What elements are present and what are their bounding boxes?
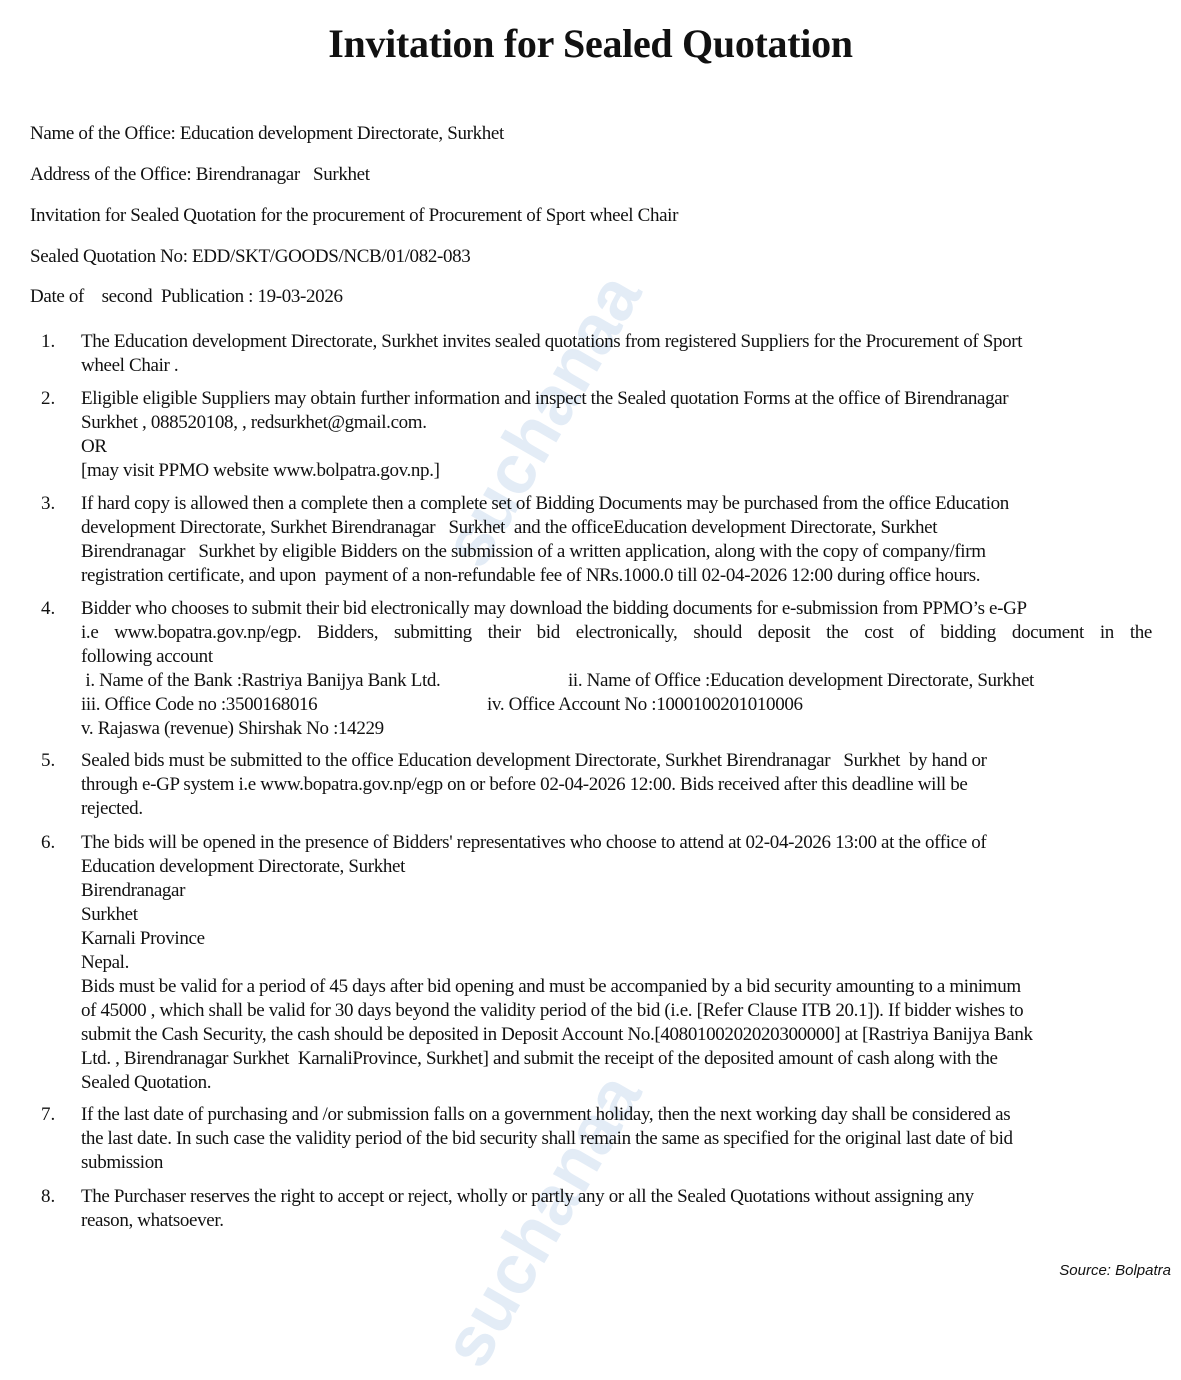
account-acct: iv. Office Account No :1000100201010006 <box>487 694 803 715</box>
text-line: through e-GP system i.e www.bopatra.gov.np/egp on or before 02-04-2026 12:00. Bids received after this deadline will be <box>81 774 968 795</box>
item-text <box>81 749 1152 821</box>
office-name: Name of the Office: Education development Directorate, Surkhet <box>30 123 504 144</box>
account-row <box>81 669 1152 693</box>
text-line: Ltd. , Birendranagar Surkhet KarnaliProvince, Surkhet] and submit the receipt of the deposited amount of cash along with the <box>81 1048 998 1069</box>
text-line: Surkhet <box>81 904 138 925</box>
text-line: Education development Directorate, Surkhet <box>81 856 406 877</box>
item-text <box>81 1103 1152 1175</box>
source-credit: Source: Bolpatra <box>1059 1262 1171 1279</box>
text-line: Bids must be valid for a period of 45 days after bid opening and must be accompanied by a bid security amounting to a minimum <box>81 976 1021 997</box>
office-address: Address of the Office: Birendranagar Surkhet <box>30 164 370 185</box>
text-line: development Directorate, Surkhet Birendranagar Surkhet and the officeEducation development Directorate, Surkhet <box>81 517 938 538</box>
account-rajaswa: v. Rajaswa (revenue) Shirshak No :14229 <box>81 718 384 739</box>
text-line: Sealed bids must be submitted to the office Education development Directorate, Surkhet Birendranagar Surkhet by hand or <box>81 750 987 771</box>
text-line: Karnali Province <box>81 928 205 949</box>
account-office: ii. Name of Office :Education development Directorate, Surkhet <box>568 670 1034 691</box>
item-number: 3. <box>41 493 56 514</box>
item-text <box>81 330 1152 378</box>
account-bank: i. Name of the Bank :Rastriya Banijya Bank Ltd. <box>81 670 441 691</box>
item-text <box>81 492 1152 588</box>
text-line: following account <box>81 646 213 667</box>
text-line: Birendranagar <box>81 880 186 901</box>
text-line: reason, whatsoever. <box>81 1210 224 1231</box>
text-line: Eligible eligible Suppliers may obtain further information and inspect the Sealed quotation Forms at the office of Birendranagar <box>81 388 1009 409</box>
text-line: i.e www.bopatra.gov.np/egp. Bidders, submitting their bid electronically, should deposit the cost of bidding document in the <box>81 622 1152 643</box>
text-line: submission <box>81 1152 164 1173</box>
item-text <box>81 831 1152 1095</box>
watermark: suchanaa <box>426 1060 656 1380</box>
item-number: 4. <box>41 598 56 619</box>
invitation-line: Invitation for Sealed Quotation for the procurement of Procurement of Sport wheel Chair <box>30 205 679 226</box>
text-line: wheel Chair . <box>81 355 179 376</box>
account-row <box>81 717 1152 741</box>
text-line: The Purchaser reserves the right to accept or reject, wholly or partly any or all the Sealed Quotations without assigning any <box>81 1186 974 1207</box>
item-number: 2. <box>41 388 56 409</box>
text-line: of 45000 , which shall be valid for 30 days beyond the validity period of the bid (i.e. [Refer Clause ITB 20.1]). If bidder wishes to <box>81 1000 1024 1021</box>
item-number: 1. <box>41 331 56 352</box>
item-number: 6. <box>41 832 56 853</box>
text-line: the last date. In such case the validity period of the bid security shall remain the same as specified for the original last date of bid <box>81 1128 1013 1149</box>
text-line: The Education development Directorate, Surkhet invites sealed quotations from registered Suppliers for the Procurement of Sport <box>81 331 1023 352</box>
page-title: Invitation for Sealed Quotation <box>328 21 853 66</box>
text-line: Sealed Quotation. <box>81 1072 212 1093</box>
item-text <box>81 387 1152 483</box>
account-code: iii. Office Code no :3500168016 <box>81 694 318 715</box>
text-line: Bidder who chooses to submit their bid electronically may download the bidding documents for e-submission from PPMO’s e-GP <box>81 598 1027 619</box>
item-text <box>81 1185 1152 1233</box>
text-line: Surkhet , 088520108, , redsurkhet@gmail.com. <box>81 412 427 433</box>
item-number: 5. <box>41 750 56 771</box>
text-line: If hard copy is allowed then a complete then a complete set of Bidding Documents may be purchased from the office Education <box>81 493 1009 514</box>
account-row <box>81 693 1152 717</box>
quotation-number: Sealed Quotation No: EDD/SKT/GOODS/NCB/01/082-083 <box>30 246 471 267</box>
text-line: If the last date of purchasing and /or submission falls on a government holiday, then the next working day shall be considered as <box>81 1104 1011 1125</box>
item-number: 7. <box>41 1104 56 1125</box>
text-line: Nepal. <box>81 952 130 973</box>
text-line: Birendranagar Surkhet by eligible Bidders on the submission of a written application, along with the copy of company/firm <box>81 541 986 562</box>
text-line: [may visit PPMO website www.bolpatra.gov.np.] <box>81 460 440 481</box>
watermark: suchanaa <box>426 260 656 580</box>
item-number: 8. <box>41 1186 56 1207</box>
text-line: submit the Cash Security, the cash should be deposited in Deposit Account No.[4080100202020300000] at [Rastriya Banijya Bank <box>81 1024 1033 1045</box>
text-line: The bids will be opened in the presence of Bidders' representatives who choose to attend at 02-04-2026 13:00 at the office of <box>81 832 987 853</box>
text-line: rejected. <box>81 798 143 819</box>
item-text <box>81 597 1152 741</box>
text-line: OR <box>81 436 107 457</box>
text-line: registration certificate, and upon payment of a non-refundable fee of NRs.1000.0 till 02-04-2026 12:00 during office hours. <box>81 565 981 586</box>
publication-date: Date of second Publication : 19-03-2026 <box>30 286 343 307</box>
